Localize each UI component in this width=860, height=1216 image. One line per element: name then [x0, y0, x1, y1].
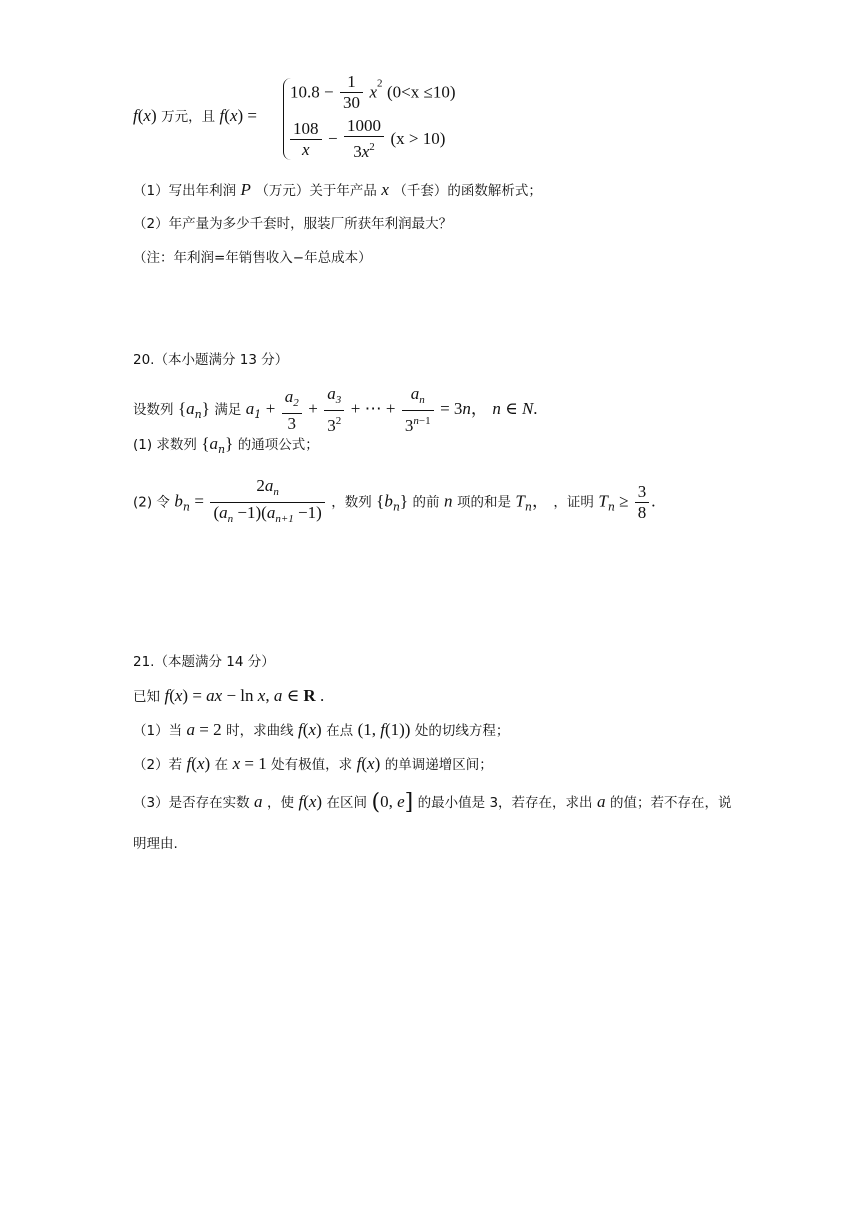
frac-108-over-x: $\frac{108}{x}$ [290, 119, 322, 160]
q20-header: 20.（本小题满分 13 分） [133, 352, 289, 368]
q21-item-1: （1）当 a = 2 时，求曲线 f(x) 在点 (1, f(1)) 处的切线方程； [133, 720, 510, 739]
q21-intro: 已知 f(x) = ax − ln x, a ∈ R . [133, 686, 325, 705]
case1-condition: (0<x ≤10) [387, 82, 456, 102]
q21-item-3: （3）是否存在实数 a ，使 f(x) 在区间 (0, e] 的最小值是 3，若存在，求出 a 的值；若不存在，说 [133, 790, 732, 815]
case2-condition: (x > 10) [390, 129, 446, 148]
q21-item-2: （2）若 f(x) 在 x = 1 处有极值，求 f(x) 的单调递增区间； [133, 754, 493, 773]
q21-header: 21.（本题满分 14 分） [133, 654, 275, 670]
piecewise-case-1: 10.8 − $\frac{1}{30}$ $x^2$ (0<x ≤10) [290, 72, 456, 112]
q20-item-2: (2) 令 $b_n$ = $\frac{2a_n}{(a_n -1)(a_{n+1} -1)}$ ，数列 $\{b_n\}$ 的前 n 项的和是 $T_n$， ，证明 $T_n$ ≥ $\frac{3}{8}$ . [133, 476, 656, 529]
q19-lead-text: 万元，且 [161, 109, 216, 125]
q19-note: （注：年利润=年销售收入−年总成本） [133, 250, 372, 266]
q19-lead-line: f(x) 万元，且 f(x) = [133, 106, 257, 125]
piecewise-case-2: $\frac{108}{x}$ − $\frac{1000}{3x^2}$ (x > 10) [288, 116, 445, 162]
q19-item-2: （2）年产量为多少千套时，服装厂所获年利润最大？ [133, 216, 453, 232]
q20-intro: 设数列 $\{a_n\}$ 满足 $a_1$ + $\frac{a_2}{3}$ + $\frac{a_3}{3^2}$ + ⋯ + $\frac{a_n}{3^{n-1}}$ = 3n， n ∈ N. [133, 384, 538, 435]
frac-1000-over-3x2: $\frac{1000}{3x^2}$ [344, 116, 384, 162]
q21-item-3-cont: 明理由. [133, 836, 178, 852]
frac-bn-def: $\frac{2a_n}{(a_n -1)(a_{n+1} -1)}$ [210, 476, 324, 529]
frac-1-over-30: $\frac{1}{30}$ [340, 72, 363, 113]
q20-item-1: (1) 求数列 $\{a_n\}$ 的通项公式； [133, 434, 319, 456]
q19-item-1: （1）写出年利润 P （万元）关于年产品 x （千套）的函数解析式； [133, 180, 542, 199]
